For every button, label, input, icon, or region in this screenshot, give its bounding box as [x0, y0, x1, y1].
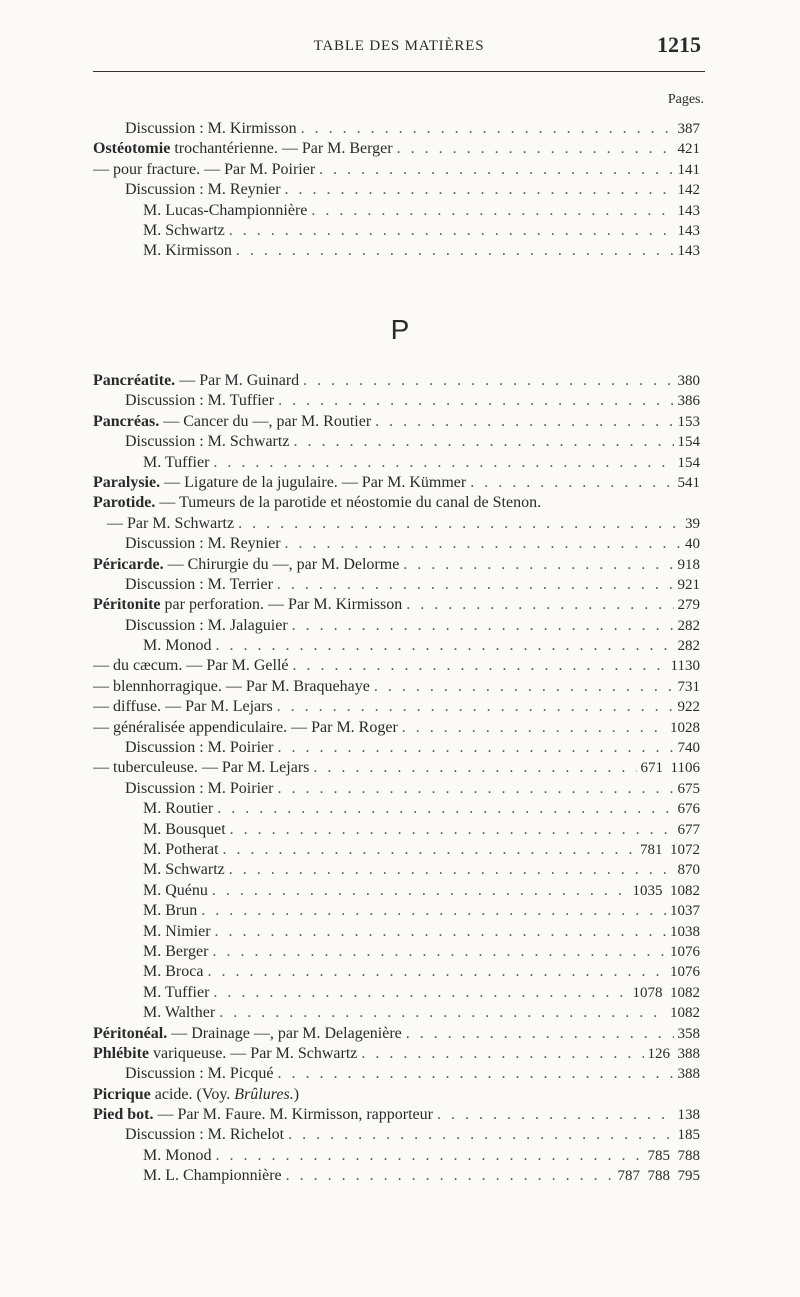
entry-pages: 677 — [677, 821, 700, 838]
entry-pages: 541 — [677, 474, 700, 491]
entry-pages: 1028 — [670, 719, 700, 736]
entry-text: — pour fracture. — Par M. Poirier — [93, 160, 316, 178]
index-entry — [93, 1167, 700, 1187]
index-entry — [93, 984, 700, 1004]
dot-leader — [313, 759, 636, 777]
dot-leader — [215, 923, 666, 941]
entry-text: acide. (Voy. — [150, 1085, 235, 1103]
entry-text: Discussion : M. Schwartz — [125, 433, 290, 451]
dot-leader — [236, 242, 674, 260]
entry-text: Discussion : M. Kirmisson — [125, 120, 297, 137]
dot-leader — [406, 1025, 674, 1043]
entry-text: — tuberculeuse. — Par M. Lejars — [93, 759, 310, 777]
entry-pages: 143 — [677, 222, 700, 239]
entry-heading: Pancréas. — [93, 412, 160, 430]
entry-text: M. Quénu — [143, 881, 208, 899]
entry-pages: 785 788 — [647, 1147, 700, 1164]
index-entry — [93, 1086, 700, 1106]
entry-pages: 781 1072 — [640, 841, 700, 858]
entry-text: Discussion : M. Poirier — [125, 739, 274, 757]
index-entry — [93, 140, 700, 160]
entry-pages: 675 — [677, 780, 700, 797]
entry-pages: 1076 — [670, 964, 700, 981]
dot-leader — [288, 1126, 673, 1144]
index-entry — [93, 515, 700, 535]
entry-crossref: Brûlures. — [234, 1085, 294, 1103]
entry-pages: 676 — [677, 801, 700, 818]
dot-leader — [212, 882, 629, 900]
entry-pages: 1035 1082 — [632, 882, 700, 899]
entry-text: M. Berger — [143, 942, 209, 960]
entry-pages: 138 — [677, 1107, 700, 1124]
entry-text: Discussion : M. Tuffier — [125, 392, 275, 410]
dot-leader — [285, 535, 681, 553]
entry-text: — du cæcum. — Par M. Gellé — [93, 657, 289, 675]
dot-leader — [470, 474, 673, 492]
dot-leader — [319, 161, 673, 179]
entry-text: — Drainage —, par M. Delagenière — [167, 1024, 402, 1042]
entry-text: Discussion : M. Reynier — [125, 181, 281, 199]
index-entry — [93, 372, 700, 392]
entry-text: variqueuse. — Par M. Schwartz — [149, 1044, 358, 1062]
dot-leader — [301, 120, 674, 138]
entry-pages: 39 — [685, 515, 700, 532]
index-entry — [93, 698, 700, 718]
dot-leader — [293, 657, 667, 675]
dot-leader — [238, 515, 681, 533]
entry-pages: 387 — [677, 121, 700, 137]
dot-leader — [201, 902, 666, 920]
index-entry — [93, 454, 700, 474]
entry-text: — Par M. Guinard — [175, 372, 300, 389]
entry-pages: 787 788 795 — [617, 1168, 700, 1185]
entry-pages: 386 — [677, 393, 700, 410]
index-entry — [93, 1126, 700, 1146]
entry-pages: 143 — [677, 202, 700, 219]
index-entry — [93, 596, 700, 616]
entry-text: Discussion : M. Jalaguier — [125, 616, 288, 634]
dot-leader — [277, 698, 674, 716]
entry-pages: 731 — [677, 678, 700, 695]
entry-text: M. L. Championnière — [143, 1167, 282, 1185]
index-entry — [93, 556, 700, 576]
dot-leader — [374, 678, 674, 696]
index-entry — [93, 780, 700, 800]
pages-column-label: Pages. — [667, 92, 704, 107]
dot-leader — [223, 841, 636, 859]
dot-leader — [303, 372, 673, 390]
index-entry — [93, 242, 700, 262]
entry-pages: 141 — [677, 161, 700, 178]
entry-text: — Tumeurs de la parotide et néostomie du canal de Stenon. — [155, 494, 542, 512]
entry-text: M. Bousquet — [143, 820, 226, 838]
entry-heading: Picrique — [93, 1085, 151, 1103]
index-entry — [93, 1004, 700, 1024]
index-entry — [93, 1045, 700, 1065]
index-entry — [93, 759, 700, 779]
entry-text: — Par M. Faure. M. Kirmisson, rapporteur — [153, 1106, 433, 1124]
entry-pages: 922 — [677, 699, 700, 716]
entry-text: — Cancer du —, par M. Routier — [159, 412, 372, 430]
index-entry — [93, 637, 700, 657]
dot-leader — [215, 1147, 643, 1165]
entry-pages: 154 — [677, 454, 700, 471]
entry-text: M. Kirmisson — [143, 242, 232, 260]
entry-heading: Pancréatite. — [93, 372, 176, 389]
header-rule — [93, 71, 705, 72]
entry-text: M. Monod — [143, 637, 212, 655]
dot-leader — [277, 739, 673, 757]
entry-pages: 154 — [677, 434, 700, 451]
entry-pages: 1037 — [670, 903, 700, 920]
dot-leader — [361, 1045, 643, 1063]
entry-pages: 421 — [677, 141, 700, 158]
index-entry — [93, 963, 700, 983]
entry-text: M. Monod — [143, 1146, 212, 1164]
index-entry — [93, 882, 700, 902]
dot-leader — [277, 576, 674, 594]
entry-pages: 282 — [677, 617, 700, 634]
entry-text: Discussion : M. Poirier — [125, 779, 274, 797]
entry-pages: 143 — [677, 243, 700, 260]
dot-leader — [207, 963, 666, 981]
entry-pages: 282 — [677, 638, 700, 655]
dot-leader — [406, 596, 673, 614]
dot-leader — [217, 800, 673, 818]
entry-pages: 40 — [685, 536, 700, 553]
entry-text: trochantérienne. — Par M. Berger — [170, 140, 393, 158]
entry-pages: 671 1106 — [640, 760, 700, 777]
index-entry — [93, 821, 700, 841]
dot-leader — [375, 413, 673, 431]
entry-text: Discussion : M. Picqué — [125, 1065, 274, 1083]
entry-heading: Parotide. — [93, 494, 156, 512]
section-letter: P — [390, 314, 410, 345]
index-list-continued — [93, 120, 700, 263]
entry-pages: 358 — [677, 1025, 700, 1042]
dot-leader — [285, 181, 674, 199]
index-entry — [93, 392, 700, 412]
dot-leader — [403, 556, 673, 574]
entry-pages: 1130 — [670, 658, 700, 675]
entry-pages: 870 — [677, 862, 700, 879]
index-entry — [93, 222, 700, 242]
index-entry — [93, 535, 700, 555]
dot-leader — [230, 821, 674, 839]
entry-text: Discussion : M. Terrier — [125, 575, 273, 593]
index-entry — [93, 943, 700, 963]
dot-leader — [277, 1065, 673, 1083]
dot-leader — [213, 984, 628, 1002]
entry-heading: Phlébite — [93, 1044, 149, 1062]
entry-text-tail: ) — [293, 1085, 300, 1103]
dot-leader — [229, 222, 674, 240]
index-entry — [93, 161, 700, 181]
index-entry — [93, 678, 700, 698]
dot-leader — [397, 140, 674, 158]
entry-pages: 1076 — [670, 943, 700, 960]
dot-leader — [292, 617, 674, 635]
index-entry — [93, 657, 700, 677]
entry-text: Discussion : M. Reynier — [125, 535, 281, 553]
running-title: TABLE DES MATIÈRES — [313, 38, 485, 54]
index-entry — [93, 739, 700, 759]
index-entry — [93, 902, 700, 922]
index-entry — [93, 413, 700, 433]
index-entry — [93, 1106, 700, 1126]
index-entry — [93, 120, 700, 140]
dot-leader — [277, 780, 673, 798]
entry-text: M. Tuffier — [143, 983, 210, 1001]
entry-text: M. Tuffier — [143, 453, 210, 471]
entry-pages: 740 — [677, 740, 700, 757]
entry-text: M. Lucas-Championnière — [143, 201, 308, 219]
entry-pages: 921 — [677, 576, 700, 593]
entry-text: — Par M. Schwartz — [107, 514, 235, 532]
entry-text: Discussion : M. Richelot — [125, 1126, 285, 1144]
entry-text: M. Nimier — [143, 922, 211, 940]
dot-leader — [212, 943, 666, 961]
entry-pages: 918 — [677, 556, 700, 573]
entry-pages: 1038 — [670, 923, 700, 940]
entry-pages: 1078 1082 — [632, 984, 700, 1001]
entry-heading: Péritonéal. — [93, 1024, 168, 1042]
entry-text: M. Walther — [143, 1004, 216, 1022]
index-entry — [93, 861, 700, 881]
entry-pages: 142 — [677, 182, 700, 199]
entry-heading: Paralysie. — [93, 473, 161, 491]
index-entry — [93, 1147, 700, 1167]
entry-pages: 1082 — [670, 1005, 700, 1022]
index-entry — [93, 1065, 700, 1085]
entry-text: — blennhorragique. — Par M. Braquehaye — [93, 677, 370, 695]
entry-text: — Chirurgie du —, par M. Delorme — [163, 555, 400, 573]
entry-text: M. Schwartz — [143, 861, 225, 879]
index-entry — [93, 923, 700, 943]
dot-leader — [213, 454, 673, 472]
entry-pages: 185 — [677, 1127, 700, 1144]
entry-text: par perforation. — Par M. Kirmisson — [160, 596, 403, 614]
entry-pages: 153 — [677, 413, 700, 430]
index-entry — [93, 841, 700, 861]
index-entry — [93, 719, 700, 739]
dot-leader — [293, 433, 673, 451]
page-number: 1215 — [657, 32, 701, 57]
dot-leader — [229, 861, 674, 879]
index-entry — [93, 433, 700, 453]
entry-heading: Péricarde. — [93, 555, 164, 573]
dot-leader — [311, 202, 673, 220]
index-entry — [93, 494, 700, 514]
entry-text: M. Schwartz — [143, 221, 225, 239]
index-entry — [93, 181, 700, 201]
dot-leader — [278, 392, 673, 410]
entry-pages: 388 — [677, 1066, 700, 1083]
entry-text: M. Potherat — [143, 840, 219, 858]
index-entry — [93, 1025, 700, 1045]
dot-leader — [286, 1167, 614, 1185]
index-list-section-p — [93, 372, 700, 1188]
entry-text: M. Routier — [143, 800, 214, 818]
entry-text: — Ligature de la jugulaire. — Par M. Kümmer — [160, 473, 467, 491]
index-entry — [93, 576, 700, 596]
index-entry — [93, 617, 700, 637]
dot-leader — [437, 1106, 674, 1124]
entry-heading: Péritonite — [93, 596, 161, 614]
entry-pages: 126 388 — [647, 1045, 700, 1062]
index-entry — [93, 202, 700, 222]
entry-text: M. Brun — [143, 902, 198, 920]
entry-heading: Pied bot. — [93, 1106, 154, 1124]
entry-text: — généralisée appendiculaire. — Par M. Roger — [93, 718, 398, 736]
entry-heading: Ostéotomie — [93, 140, 171, 158]
index-entry — [93, 800, 700, 820]
entry-text: M. Broca — [143, 963, 204, 981]
dot-leader — [402, 719, 666, 737]
index-entry — [93, 474, 700, 494]
running-header — [93, 32, 705, 62]
dot-leader — [219, 1004, 666, 1022]
entry-pages: 380 — [677, 373, 700, 389]
entry-pages: 279 — [677, 597, 700, 614]
dot-leader — [215, 637, 673, 655]
entry-text: — diffuse. — Par M. Lejars — [93, 698, 273, 716]
